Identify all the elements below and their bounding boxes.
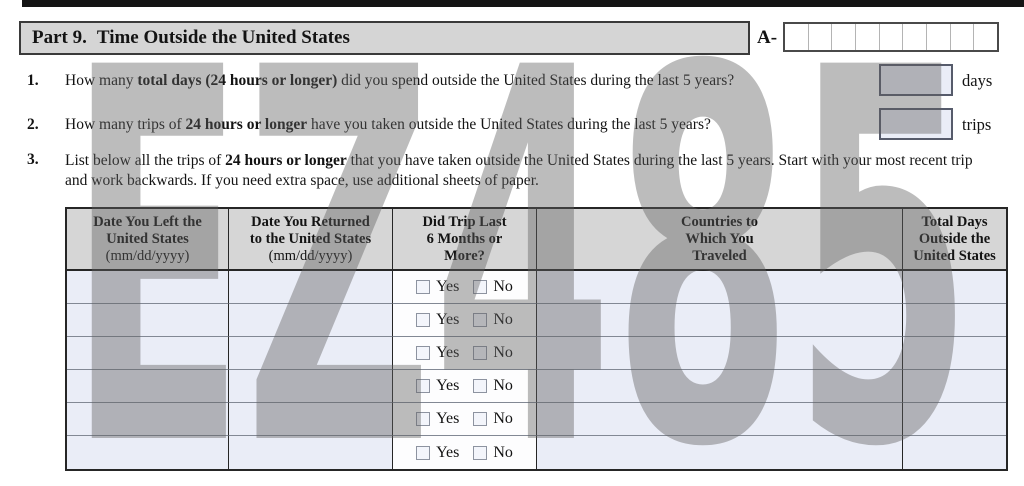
total-days-cell[interactable] [903,337,1006,370]
question-3-text-bold: 24 hours or longer [225,152,347,169]
date-returned-cell[interactable] [229,403,393,436]
no-checkbox[interactable] [473,280,487,294]
header-line: 6 Months or [426,230,503,247]
no-label: No [493,443,513,461]
date-returned-cell[interactable] [229,337,393,370]
col-header-date-left [67,209,229,271]
date-left-cell[interactable] [67,304,229,337]
col-header-total-days [903,209,1006,271]
total-trips-input[interactable] [879,108,953,140]
six-months-cell [393,304,537,337]
part-9-header [19,21,750,55]
trips-unit-label: trips [962,115,992,134]
question-3-text-pre: List below all the trips of [65,152,226,169]
header-line: Total Days [921,213,988,230]
part-label: Part 9. [32,27,87,48]
date-returned-cell[interactable] [229,436,393,469]
yes-label: Yes [436,278,460,295]
a-number-cell[interactable] [951,24,975,50]
top-divider [22,0,1024,7]
col-header-date-returned [229,209,393,271]
no-label: No [493,278,513,295]
question-1-text-pre: How many [65,72,138,89]
question-1-text-bold: total days (24 hours or longer) [137,72,338,89]
total-days-cell[interactable] [903,436,1006,469]
a-number-cell[interactable] [903,24,927,50]
date-left-cell[interactable] [67,271,229,304]
yes-label: Yes [436,443,460,461]
yes-label: Yes [436,377,460,394]
date-left-cell[interactable] [67,436,229,469]
a-number-cell[interactable] [809,24,833,50]
no-label: No [493,410,513,427]
date-left-cell[interactable] [67,403,229,436]
countries-cell[interactable] [537,436,903,469]
yes-label: Yes [436,311,460,328]
a-number-cell[interactable] [880,24,904,50]
a-number-cell[interactable] [832,24,856,50]
six-months-cell [393,337,537,370]
no-checkbox[interactable] [473,446,487,460]
header-line: Date You Left the [93,213,202,230]
question-3-text-post: that you have taken outside the United States during the last 5 years. Start with your most recent trip and work backwards. If you need extra space, use additional sheets of paper. [65,152,973,189]
header-line: Date You Returned [251,213,370,230]
header-line: to the United States [249,230,372,247]
no-checkbox[interactable] [473,412,487,426]
question-2-text-pre: How many trips of [65,116,186,133]
header-line: (mm/dd/yyyy) [105,247,190,264]
yes-checkbox[interactable] [416,379,430,393]
header-line: More? [444,247,485,264]
yes-checkbox[interactable] [416,313,430,327]
date-left-cell[interactable] [67,337,229,370]
a-number-cell[interactable] [856,24,880,50]
header-line: United States [913,247,996,264]
total-days-cell[interactable] [903,403,1006,436]
countries-cell[interactable] [537,271,903,304]
total-days-cell[interactable] [903,304,1006,337]
countries-cell[interactable] [537,337,903,370]
header-line: Outside the [918,230,991,247]
header-line: (mm/dd/yyyy) [268,247,353,264]
six-months-cell [393,271,537,304]
yes-label: Yes [436,410,460,427]
date-returned-cell[interactable] [229,304,393,337]
no-checkbox[interactable] [473,379,487,393]
no-label: No [493,377,513,394]
question-2-text-post: have you taken outside the United States during the last 5 years? [307,116,711,133]
countries-cell[interactable] [537,370,903,403]
question-1-text [65,72,734,90]
countries-cell[interactable] [537,304,903,337]
total-days-cell[interactable] [903,271,1006,304]
question-1-text-post: did you spend outside the United States during the last 5 years? [337,72,735,89]
yes-checkbox[interactable] [416,412,430,426]
header-line: Countries to [681,213,758,230]
date-left-cell[interactable] [67,370,229,403]
total-days-cell[interactable] [903,370,1006,403]
question-1-number: 1. [27,72,39,89]
no-checkbox[interactable] [473,313,487,327]
total-days-input[interactable] [879,64,953,96]
question-3-text [65,151,990,191]
yes-checkbox[interactable] [416,280,430,294]
question-2-number: 2. [27,116,39,133]
countries-cell[interactable] [537,403,903,436]
col-header-countries [537,209,903,271]
question-2-text [65,116,711,134]
six-months-cell [393,370,537,403]
date-returned-cell[interactable] [229,370,393,403]
no-label: No [493,311,513,328]
header-line: Did Trip Last [422,213,507,230]
a-number-cell[interactable] [927,24,951,50]
header-line: Which You [685,230,754,247]
no-label: No [493,344,513,361]
date-returned-cell[interactable] [229,271,393,304]
a-number-cell[interactable] [974,24,997,50]
a-number-field[interactable] [783,22,999,52]
a-number-prefix-label: A- [757,27,778,48]
no-checkbox[interactable] [473,346,487,360]
yes-checkbox[interactable] [416,346,430,360]
part-title: Time Outside the United States [96,27,350,48]
watermark-text: EZ485 [68,0,973,486]
yes-checkbox[interactable] [416,446,430,460]
question-2-text-bold: 24 hours or longer [185,116,308,133]
yes-label: Yes [436,344,460,361]
question-3-number: 3. [27,151,39,168]
header-line: Traveled [692,247,747,264]
header-line: United States [106,230,189,247]
six-months-cell [393,436,537,469]
col-header-six-months [393,209,537,271]
six-months-cell [393,403,537,436]
a-number-cell[interactable] [785,24,809,50]
days-unit-label: days [962,71,993,90]
trips-table [65,207,1008,471]
